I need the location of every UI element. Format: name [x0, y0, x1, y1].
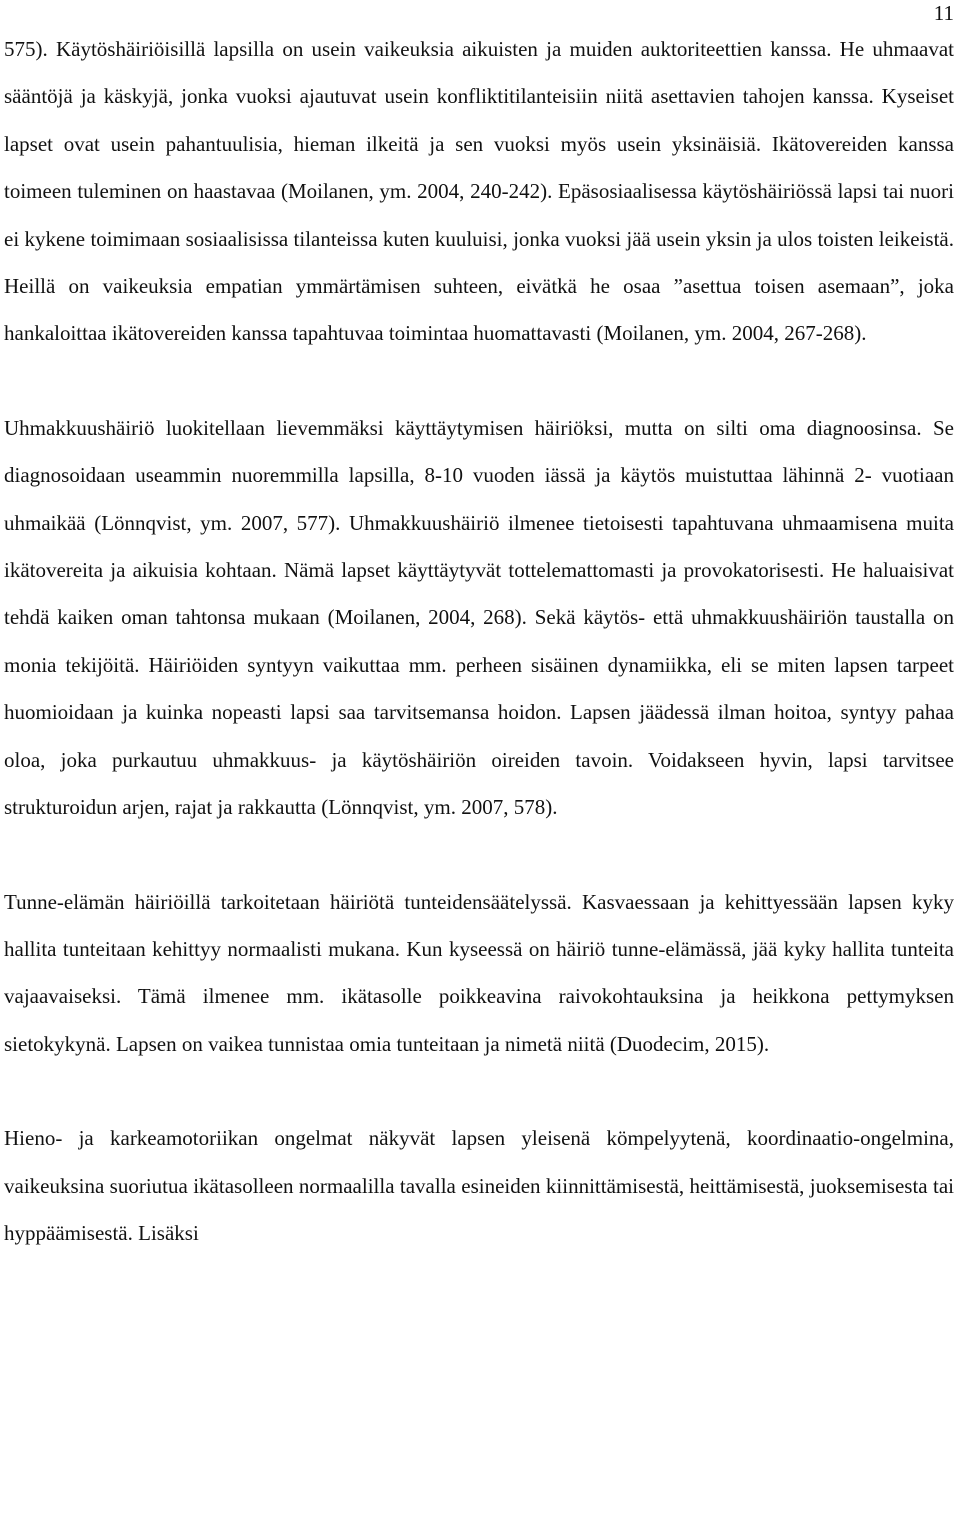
paragraph-oppositional-defiant-disorder: Uhmakkuushäiriö luokitellaan lievemmäksi käyttäytymisen häiriöksi, mutta on silti oma diagnoosinsa. Se diagnosoidaan useammin nuoremmilla lapsilla, 8-10 vuoden iässä ja käytös muistuttaa lähinnä 2- vuotiaan uhmaikää (Lönnqvist, ym. 2007, 577). Uhmakkuushäiriö ilmenee tietoisesti tapahtuvana uhmaamisena muita ikätovereita ja aikuisia kohtaan. Nämä lapset käyttäytyvät tottelemattomasti ja provokatorisesti. He haluaisivat tehdä kaiken oman tahtonsa mukaan (Moilanen, 2004, 268). Sekä käytös- että uhmakkuushäiriön taustalla on monia tekijöitä. Häiriöiden syntyyn vaikuttaa mm. perheen sisäinen dynamiikka, eli se miten lapsen tarpeet huomioidaan ja kuinka nopeasti lapsi saa tarvitsemansa hoidon. Lapsen jäädessä ilman hoitoa, syntyy pahaa oloa, joka purkautuu uhmakkuus- ja käytöshäiriön oireiden tavoin. Voidakseen hyvin, lapsi tarvitsee strukturoidun arjen, rajat ja rakkautta (Lönnqvist, ym. 2007, 578).: [4, 415, 954, 820]
paragraph-conduct-disorder: 575). Käytöshäiriöisillä lapsilla on usein vaikeuksia aikuisten ja muiden auktoriteettien kanssa. He uhmaavat sääntöjä ja käskyjä, jonka vuoksi ajautuvat usein konfliktitilanteisiin niitä asettavien tahojen kanssa. Kyseiset lapset ovat usein pahantuulisia, hieman ilkeitä ja sen vuoksi myös usein yksinäisiä. Ikätovereiden kanssa toimeen tuleminen on haastavaa (Moilanen, ym. 2004, 240-242). Epäsosiaalisessa käytöshäiriössä lapsi tai nuori ei kykene toimimaan sosiaalisissa tilanteissa kuten kuuluisi, jonka vuoksi jää usein yksin ja ulos toisten leikeistä. Heillä on vaikeuksia empatian ymmärtämisen suhteen, eivätkä he osaa ”asettua toisen asemaan”, joka hankaloittaa ikätovereiden kanssa tapahtuvaa toimintaa huomattavasti (Moilanen, ym. 2004, 267-268).: [4, 37, 954, 346]
page-number: 11: [933, 1, 954, 25]
body-text: [4, 26, 954, 1257]
paragraph-motor-problems: Hieno- ja karkeamotoriikan ongelmat näkyvät lapsen yleisenä kömpelyytenä, koordinaatio-ongelmina, vaikeuksina suoriutua ikätasolleen normaalilla tavalla esineiden kiinnittämisestä, heittämisestä, juoksemisesta tai hyppäämisestä. Lisäksi: [4, 1126, 954, 1245]
paragraph-emotional-disorder: Tunne-elämän häiriöillä tarkoitetaan häiriötä tunteidensäätelyssä. Kasvaessaan ja kehittyessään lapsen kyky hallita tunteitaan kehittyy normaalisti mukana. Kun kyseessä on häiriö tunne-elämässä, jää kyky hallita tunteita vajaavaiseksi. Tämä ilmenee mm. ikätasolle poikkeavina raivokohtauksina ja heikkona pettymyksen sietokykynä. Lapsen on vaikea tunnistaa omia tunteitaan ja nimetä niitä (Duodecim, 2015).: [4, 889, 954, 1056]
